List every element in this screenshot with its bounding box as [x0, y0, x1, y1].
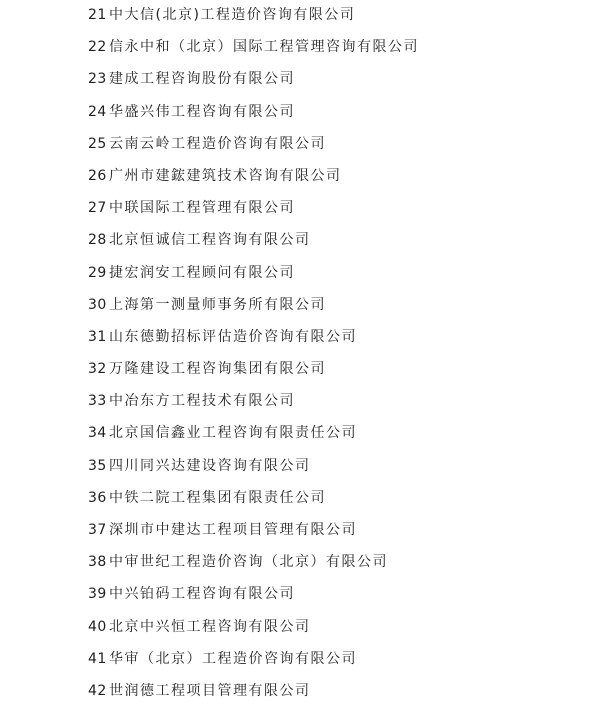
item-number: 24: [88, 103, 107, 120]
list-item: [88, 518, 588, 550]
list-item: [88, 261, 588, 293]
list-item: [88, 615, 588, 647]
item-number: 38: [88, 554, 107, 571]
company-name: 捷宏润安工程顾问有限公司: [109, 264, 295, 281]
company-name: 深圳市中建达工程项目管理有限公司: [109, 522, 357, 538]
list-item: [88, 421, 588, 453]
item-number: 40: [88, 618, 107, 635]
company-name: 世润德工程项目管理有限公司: [109, 682, 311, 699]
item-number: 27: [88, 200, 107, 217]
company-name: 上海第一测量师事务所有限公司: [109, 296, 326, 313]
item-number: 29: [88, 264, 107, 281]
company-list: [88, 3, 588, 711]
list-item: [88, 679, 588, 711]
list-item: [88, 647, 588, 679]
company-name: 四川同兴达建设咨询有限公司: [109, 457, 311, 474]
company-name: 建成工程咨询股份有限公司: [109, 71, 295, 88]
list-item: [88, 550, 588, 582]
list-item: [88, 100, 588, 132]
company-name: 中兴铂码工程咨询有限公司: [109, 586, 295, 603]
company-name: 中大信(北京)工程造价咨询有限公司: [109, 7, 356, 23]
company-name: 中铁二院工程集团有限责任公司: [109, 489, 326, 506]
item-number: 25: [88, 135, 107, 152]
item-number: 28: [88, 232, 107, 249]
item-number: 30: [88, 296, 107, 313]
item-number: 35: [88, 457, 107, 474]
company-name: 云南云岭工程造价咨询有限公司: [109, 135, 326, 152]
company-name: 华盛兴伟工程咨询有限公司: [109, 103, 295, 120]
list-item: [88, 228, 588, 260]
list-item: [88, 35, 588, 67]
company-name: 中冶东方工程技术有限公司: [109, 393, 295, 410]
company-name: 中联国际工程管理有限公司: [109, 200, 295, 217]
list-item: [88, 293, 588, 325]
company-name: 信永中和（北京）国际工程管理咨询有限公司: [109, 39, 419, 56]
item-number: 37: [88, 522, 107, 538]
company-name: 北京国信鑫业工程咨询有限责任公司: [109, 425, 357, 442]
item-number: 31: [88, 328, 107, 345]
item-number: 41: [88, 650, 107, 667]
list-item: [88, 357, 588, 389]
company-name: 华审（北京）工程造价咨询有限公司: [109, 650, 357, 667]
list-item: [88, 389, 588, 421]
list-item: [88, 325, 588, 357]
company-name: 万隆建设工程咨询集团有限公司: [109, 361, 326, 378]
list-item: [88, 67, 588, 99]
list-item: [88, 454, 588, 486]
item-number: 42: [88, 682, 107, 699]
list-item: [88, 164, 588, 196]
item-number: 33: [88, 393, 107, 410]
list-item: [88, 132, 588, 164]
item-number: 34: [88, 425, 107, 442]
item-number: 26: [88, 167, 107, 184]
item-number: 22: [88, 39, 107, 56]
list-item: [88, 486, 588, 518]
company-name: 山东德勤招标评估造价咨询有限公司: [109, 328, 357, 345]
item-number: 36: [88, 489, 107, 506]
item-number: 39: [88, 586, 107, 603]
item-number: 23: [88, 71, 107, 88]
company-name: 北京中兴恒工程咨询有限公司: [109, 618, 311, 635]
company-name: 广州市建鋐建筑技术咨询有限公司: [109, 167, 342, 184]
company-name: 北京恒诚信工程咨询有限公司: [109, 232, 311, 249]
list-item: [88, 582, 588, 614]
company-name: 中审世纪工程造价咨询（北京）有限公司: [109, 554, 388, 571]
item-number: 32: [88, 361, 107, 378]
item-number: 21: [88, 7, 107, 23]
list-item: [88, 3, 588, 35]
list-item: [88, 196, 588, 228]
